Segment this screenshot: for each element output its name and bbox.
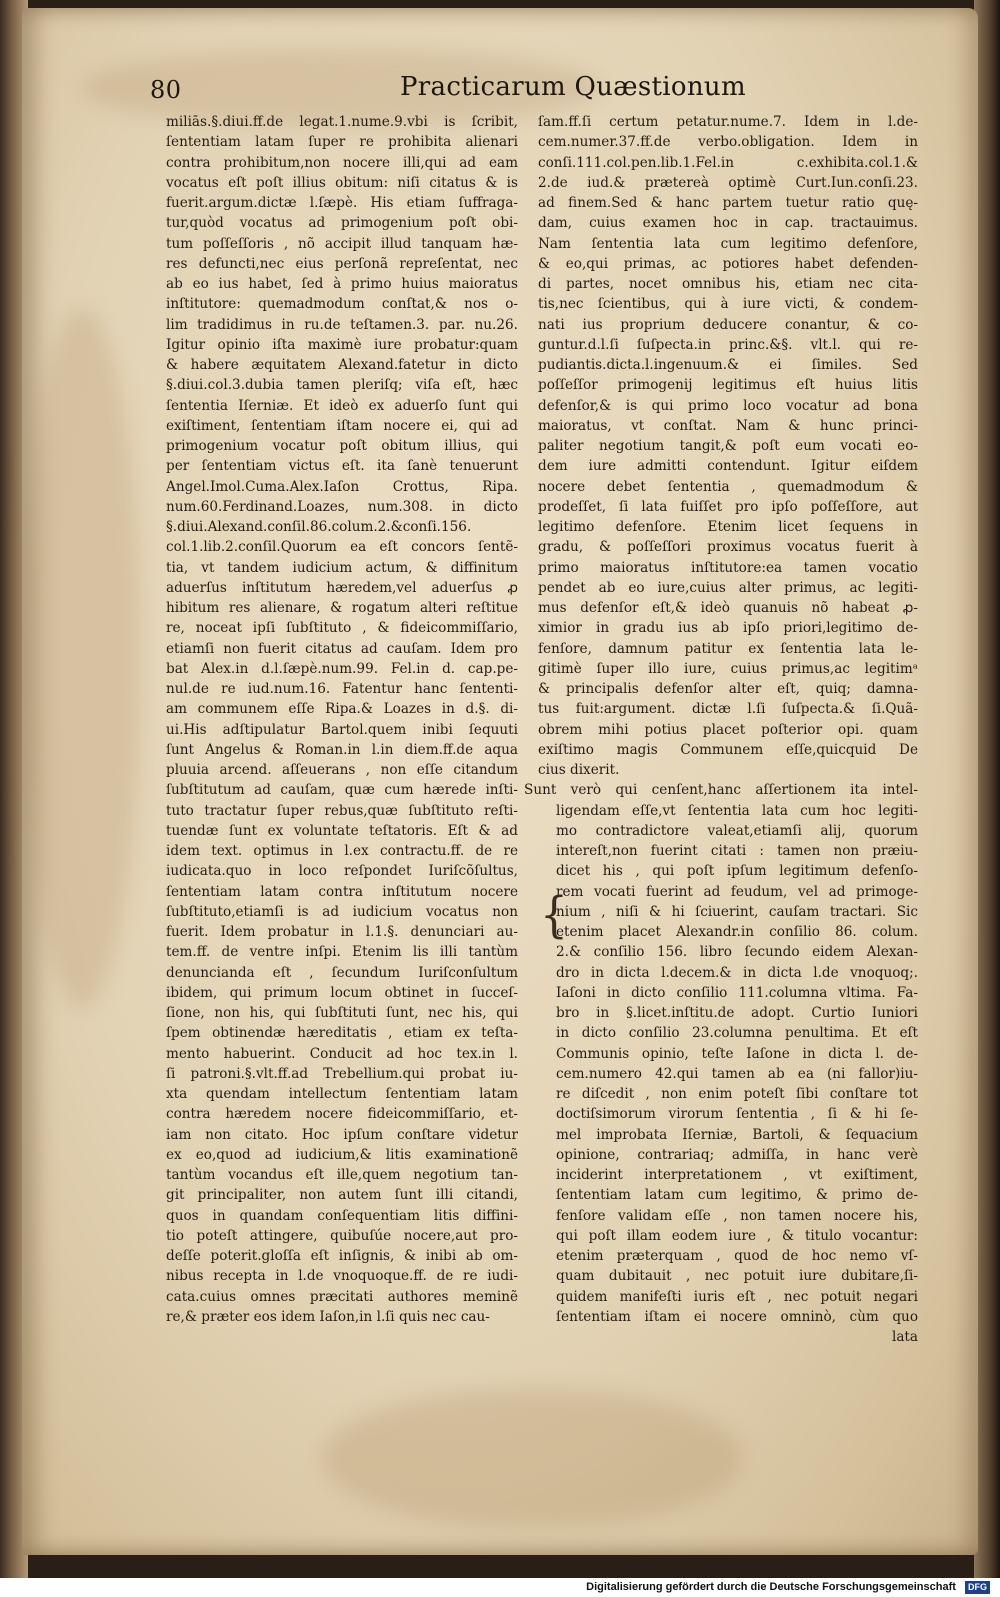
text-line: bat Alex.in d.l.ſæpè.num.99. Fel.in d. cap.pe- xyxy=(166,660,518,677)
text-line: bro in §.licet.inſtitu.de adopt. Curtio Iuniori xyxy=(556,1005,918,1021)
text-line: denuncianda eſt , ſecundum Iuriſconſultum xyxy=(166,964,518,981)
text-line: num.60.Ferdinand.Loazes, num.308. in dicto xyxy=(166,498,518,515)
text-line: ſubſtitutum ad cauſam, quæ cum hærede inſti- xyxy=(166,782,518,799)
text-line: Nam ſententia lata cum legitimo defenſore, xyxy=(538,235,918,252)
text-line: rem vocati fuerint ad feudum, vel ad primoge- xyxy=(556,883,918,900)
text-line: nium , niſi & hi ſciuerint, cauſam tractari. Sic xyxy=(556,903,918,920)
page-stain xyxy=(322,1388,742,1528)
text-line: etiamſi non fuerit citatus ad cauſam. Idem pro xyxy=(166,640,518,657)
text-line: primogenium vocatur poſt obitum illius, qui xyxy=(166,438,518,454)
text-line: poſſeſſor primogenij legitimus eſt huius litis xyxy=(538,377,918,394)
text-line: re diſcedit , non enim poteſt ſibi conſtare tot xyxy=(556,1086,918,1102)
right-text-column xyxy=(524,112,918,1347)
text-line: 2.de iud.& prætereà optimè Curt.Iun.conſi.23. xyxy=(538,174,918,191)
text-line: exiſtimo magis Communem eſſe,quicquid De xyxy=(538,741,918,758)
running-head: Practicarum Quæstionum xyxy=(400,72,746,102)
text-line: inciderint interpretationem , vt exiſtiment, xyxy=(556,1167,918,1183)
text-line: cem.numero 42.qui tamen ab ea (ni fallor)iu- xyxy=(556,1065,918,1082)
text-line: fenſore validam eſſe , non tamen nocere his, xyxy=(556,1207,918,1224)
text-line: Iaſoni in dicto conſilio 111.columna vltima. Fa- xyxy=(556,984,918,1001)
text-line: nocere debet ſententia , quemadmodum & xyxy=(538,478,918,495)
text-line: di partes, nocet omnibus his, etiam nec cita- xyxy=(538,276,918,292)
text-line: cius dixerit. xyxy=(538,762,620,778)
text-line: & habere æquitatem Alexand.fatetur in dicto xyxy=(166,357,518,373)
text-line: etenim placet Alexandr.in conſilio 86. colum. xyxy=(556,924,918,940)
text-line: conſi.111.col.pen.lib.1.Fel.in c.exhibita.col.1.& xyxy=(538,154,918,171)
text-line: ſi patroni.§.vlt.ff.ad Trebellium.qui probat iu- xyxy=(166,1065,518,1082)
text-line: legitimo defenſore. Etenim licet ſequens in xyxy=(538,519,918,535)
text-line: ximior in gradu ius ab ipſo priori,legitimo de- xyxy=(538,620,918,637)
text-line: cem.numer.37.ff.de verbo.obligation. Idem in xyxy=(538,134,918,151)
text-line: res defuncti,nec eius perſonã repreſentat, nec xyxy=(166,255,518,272)
text-line: ſententiam iſtam ei nocere omninò, cùm quo xyxy=(556,1308,918,1325)
text-line: exiſtiment, ſententiam iſtam nocere ei, qui ad xyxy=(166,417,518,434)
text-line: §.diui.col.3.dubia tamen pleriſq; viſa eſt, hæc xyxy=(166,377,518,394)
text-line: fenſore, damnum patitur ex ſententia lata le- xyxy=(538,640,918,657)
text-line: pudiantis.dicta.l.ingenuum.& ei ſimiles. Sed xyxy=(538,357,918,373)
text-line: per ſententiam victus eſt. ita ſanè tenuerunt xyxy=(166,458,518,475)
text-line: Angel.Imol.Cuma.Alex.Iaſon Crottus, Ripa. xyxy=(166,478,518,495)
text-line: vocatus eſt poſt illius obitum: niſi citatus & is xyxy=(166,174,518,191)
text-line: ſione, non his, qui ſubſtituti ſunt, nec his, qui xyxy=(166,1005,518,1021)
text-line: ſubſtituto,etiamſi is ad iudicium vocatus non xyxy=(166,903,518,920)
text-line: idem text. optimus in l.ex contractu.ff. de re xyxy=(166,843,518,859)
text-line: tuendæ ſunt ex voluntate teſtatoris. Eſt & ad xyxy=(166,822,518,839)
text-line: re, noceat ipſi ſubſtituto , & fideicommiſſario, xyxy=(166,620,518,637)
text-line: ui.His adſtipulatur Bartol.quem inibi ſequuti xyxy=(166,721,518,738)
text-line: re,& præter eos idem Iaſon,in l.ſi quis nec cau- xyxy=(166,1308,490,1325)
text-line: Communis opinio, teſte Iaſone in dicta l. de- xyxy=(556,1045,918,1062)
text-line: quam dubitauit , nec potuit iure dubitare,ſi- xyxy=(556,1268,918,1285)
text-line: ſam.ff.ſi certum petatur.nume.7. Idem in l.de- xyxy=(538,114,918,130)
text-line: nibus recepta in l.de vnoquoque.ff. de re iudi- xyxy=(166,1268,518,1285)
text-line: quidem manifeſti iuris eſt , nec potuit negari xyxy=(556,1288,918,1305)
text-line: prodeſſet, ſi lata fuiſſet pro ipſo poſſeſſore, aut xyxy=(538,498,918,515)
text-line: pluuia arcend. aſſeuerans , non eſſe citandum xyxy=(166,762,518,778)
text-line: intereſt,non fuerint citati : tamen non præiu- xyxy=(556,843,918,859)
text-line: nul.de re iud.num.16. Fatentur hanc ſententi- xyxy=(166,681,518,697)
text-line: in dicto conſilio 23.columna penultima. Et eſt xyxy=(556,1025,918,1042)
text-line: ſententia Iſerniæ. Et ideò ex aduerſo ſunt qui xyxy=(166,397,518,414)
text-line: ſententiam latam contra inſtitutum nocere xyxy=(166,883,518,900)
text-line: iam non citato. Hoc ipſum conſtare videtur xyxy=(166,1126,518,1143)
text-line: opinione, contrariaq; admiſſa, in hanc verè xyxy=(556,1146,918,1163)
text-line: col.1.lib.2.conſil.Quorum ea eſt concors ſentẽ- xyxy=(166,539,518,556)
text-line: primo maioratus inſtitutore:ea tamen vocatio xyxy=(538,559,918,576)
text-line: nati ius proprium deducere conantur, & co- xyxy=(538,316,918,333)
text-line: Igitur opinio iſta maximè iure probatur:quam xyxy=(166,336,518,353)
text-line: mus defenſor eſt,& ideò quanuis nõ habeat ꝓ- xyxy=(538,600,918,616)
text-line: iudicata.quo in loco reſpondet Iuriſcõſultus, xyxy=(166,863,518,880)
page-stain xyxy=(22,308,142,1008)
text-line: tum poſſeſſoris , nõ accipit illud tanquam hæ- xyxy=(166,235,518,252)
text-line: inſtitutore: quemadmodum conſtat,& nos o- xyxy=(166,296,518,313)
text-line: maioratus, vt conſtat. Nam & hunc princi- xyxy=(538,417,918,434)
text-line: ſententiam latam cum legitimo, & primo de- xyxy=(556,1187,918,1204)
text-line: cata.cuius omnes præcitati authores meminẽ xyxy=(166,1288,518,1305)
text-line: gitimè ſuper illo iure, cuius primus,ac legitimᵃ xyxy=(538,660,918,677)
digitization-footer xyxy=(0,1578,1000,1597)
text-line: ibidem, qui primum locum obtinet in ſucceſ- xyxy=(166,984,518,1001)
text-line: tia, vt tandem iudicium actum, & diffinitum xyxy=(166,559,518,576)
text-line: git principaliter, non autem ſunt illi citandi, xyxy=(166,1187,518,1204)
text-line: guntur.d.l.ſi ſuſpecta.in princ.&§. vlt.l. qui re- xyxy=(538,336,918,353)
text-line: & principalis defenſor alter eſt, quiq; damna- xyxy=(538,681,918,697)
text-line: paliter negotium tangit,& poſt eum vocati eo- xyxy=(538,438,918,454)
text-line: deſſe poterit.gloſſa eſt inſignis, & inibi ab om- xyxy=(166,1248,518,1264)
text-line: gradu, & poſſeſſori proximus vocatus fuerit à xyxy=(538,539,918,556)
text-line: ſententiam latam ſuper re prohibita alienari xyxy=(166,134,518,151)
page-number: 80 xyxy=(150,76,182,104)
left-text-column xyxy=(166,112,518,1327)
text-line: aduerſus inſtitutum hæredem,vel aduerſus ꝓ xyxy=(166,579,518,596)
text-line: miliās.§.diui.ff.de legat.1.nume.9.vbi is ſcribit, xyxy=(166,114,518,130)
text-line: ex eo,quod ad iudicium,& litis examinationẽ xyxy=(166,1146,518,1163)
text-line: mel improbata Iſerniæ, Bartoli, & ſequacium xyxy=(556,1126,918,1143)
text-line: tus fuit:argument. dictæ l.ſi ſuſpecta.& ſi.Quã- xyxy=(538,701,918,718)
text-line: defenſor,& is qui primo loco vocatur ad bona xyxy=(538,397,918,414)
text-line: obrem mihi potius placet poſterior opi. quam xyxy=(538,721,918,738)
text-line: doctiſsimorum virorum ſententia , ſi & hi ſe- xyxy=(556,1106,918,1123)
text-line: ab eo ius habet, ſed à primo huius maioratus xyxy=(166,276,518,292)
text-line: lim tradidimus in ru.de teſtamen.3. par. nu.26. xyxy=(166,316,518,333)
text-line: qui poſt illam eodem iure , & titulo vocantur: xyxy=(556,1227,918,1244)
text-line: etenim præterquam , quod de hoc nemo vſ- xyxy=(556,1248,918,1264)
text-line: 2.& conſilio 156. libro ſecundo eidem Alexan- xyxy=(556,944,918,961)
text-line: fuerit. Idem probatur in l.1.§. denunciari au- xyxy=(166,924,518,940)
margin-brace: { xyxy=(540,887,568,944)
text-line: quos in quandam conſequentiam litis diffini- xyxy=(166,1207,518,1224)
text-line: xta quendam intellectum ſententiam latam xyxy=(166,1086,518,1102)
text-line: am communem eſſe Ripa.& Loazes in d.§. di- xyxy=(166,701,518,718)
text-line: ſunt Angelus & Roman.in l.in diem.ff.de aqua xyxy=(166,741,518,758)
text-line: tio poteſt attingere, quibuſúe nocere,aut pro- xyxy=(166,1227,518,1244)
text-line: §.diui.Alexand.conſil.86.colum.2.&conſi.156. xyxy=(166,519,472,535)
text-line: dro in dicta l.decem.& in dicta l.de vnoquoq;. xyxy=(556,964,918,981)
text-line: dicet his , qui poſt ipſum legitimum defenſo- xyxy=(556,863,918,880)
text-line: pendet ab eo iure,cuius alter primus, ac legiti- xyxy=(538,579,918,596)
text-line: contra prohibitum,non nocere illi,qui ad eam xyxy=(166,154,518,171)
text-line: hibitum res alienare, & rogatum alteri reſtitue xyxy=(166,600,518,616)
text-line: contra hæredem nocere fideicommiſſario, et- xyxy=(166,1106,518,1123)
text-line: fuerit.argum.dictæ l.ſæpè. His etiam ſuffraga- xyxy=(166,195,518,211)
text-line: tis,nec ſcientibus, qui à iure victi, & condem- xyxy=(538,296,918,313)
text-line: dam, cuius examen hoc in cap. tractauimus. xyxy=(538,215,918,232)
text-line: ſpem obtinendæ hæreditatis , etiam ex teſta- xyxy=(166,1025,518,1042)
dfg-logo: DFG xyxy=(965,1581,990,1594)
text-line: tem.ff. de ventre inſpi. Etenim lis illi tantùm xyxy=(166,944,518,961)
text-line: mo contradictore valeat,etiamſi alij, quorum xyxy=(556,822,918,839)
text-line: Sunt verò qui cenſent,hanc aſſertionem ita intel- xyxy=(524,782,918,799)
text-line: mento habuerint. Conducit ad hoc tex.in l. xyxy=(166,1045,518,1062)
footer-credit: Digitalisierung gefördert durch die Deutsche Forschungsgemeinschaft xyxy=(586,1581,956,1593)
catchword: lata xyxy=(891,1329,918,1345)
text-line: tantùm vocandus eſt ille,quem negotium tan- xyxy=(166,1167,518,1183)
text-line: dem iure admitti contendunt. Igitur eiſdem xyxy=(538,458,918,475)
text-line: tur,quòd vocatus ad primogenium poſt obi- xyxy=(166,215,518,232)
text-line: ad finem.Sed & hanc partem tuetur ratio quę- xyxy=(538,195,918,211)
text-line: tuto tractatur ſuper rebus,quæ ſubſtituto reſti- xyxy=(166,802,518,819)
text-line: ligendam eſſe,vt ſententia lata cum hoc legiti- xyxy=(556,802,918,819)
text-line: & eo,qui primas, ac potiores habet defenden- xyxy=(538,255,918,272)
